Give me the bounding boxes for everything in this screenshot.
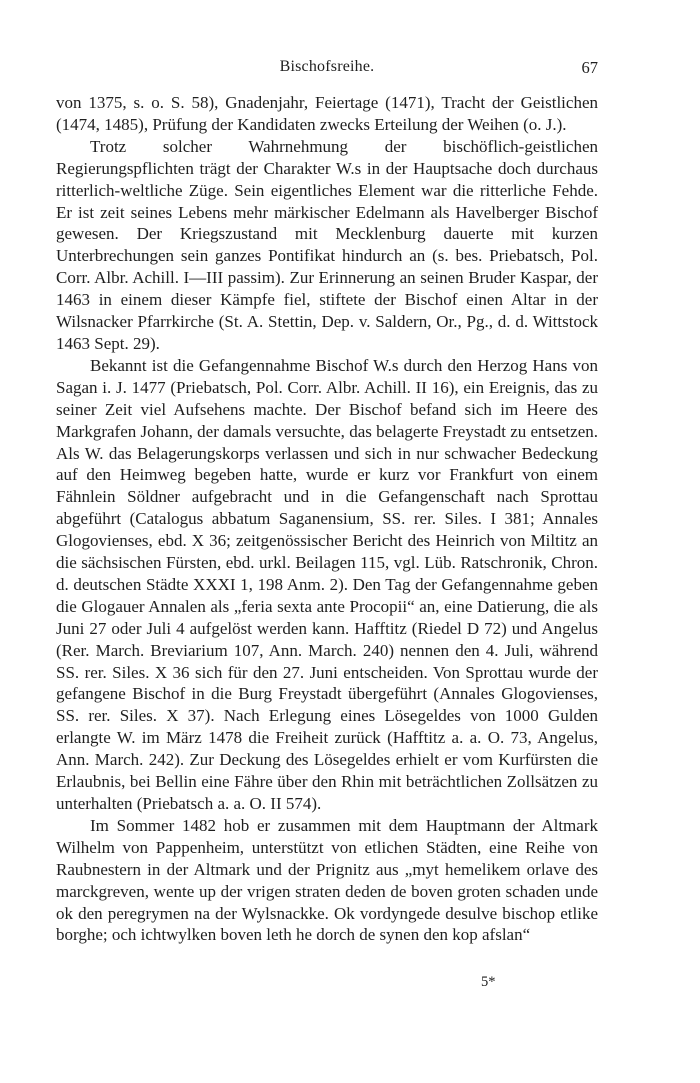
paragraph-captivity: Bekannt ist die Gefangennahme Bischof W.s durch den Herzog Hans von Sagan i. J. 1477 (Priebatsch, Pol. Corr. Albr. Achill. II 16), ein Ereignis, das zu seiner Zeit viel Aufsehens machte. Der Bischof befand sich im Heere des Markgrafen Johann, der damals versuchte, das belagerte Freystadt zu entsetzen. Als W. das Belagerungskorps verlassen und sich in nur schwacher Bedeckung auf den Heimweg begeben hatte, wurde er kurz vor Frankfurt von einem Fähnlein Söldner aufgebracht und in die Gefangenschaft nach Sprottau abgeführt (Catalogus abbatum Saganensium, SS. rer. Siles. I 381; Annales Glogovienses, ebd. X 36; zeitgenössischer Bericht des Heinrich von Miltitz an die sächsischen Fürsten, ebd. urkl. Beilagen 115, vgl. Lüb. Ratschronik, Chron. d. deutschen Städte XXXI 1, 198 Anm. 2). Den Tag der Gefangennahme geben die Glogauer Annalen als „feria sexta ante Procopii“ an, eine Datierung, die als Juni 27 oder Juli 4 aufgelöst werden kann. Hafftitz (Riedel D 72) und Angelus (Rer. March. Breviarium 107, Ann. March. 240) nennen den 4. Juli, während SS. rer. Siles. X 36 sich für den 27. Juni entscheiden. Von Sprottau wurde der gefangene Bischof in die Burg Freystadt übergeführt (Annales Glogovienses, SS. rer. Siles. X 37). Nach Erlegung eines Lösegeldes von 1000 Gulden erlangte W. im März 1478 die Freiheit zurück (Hafftitz a. a. O. 73, Angelus, Ann. March. 242). Zur Deckung des Lösegeldes erhielt er vom Kurfürsten die Erlaubnis, bei Bellin eine Fähre über den Rhin mit beträchtlichen Zollsätzen zu unterhalten (Priebatsch a. a. O. II 574). <box>56 355 598 813</box>
signature-mark: 5* <box>481 974 496 990</box>
body-text <box>56 92 598 946</box>
running-title: Bischofsreihe. <box>279 58 375 75</box>
paragraph-character: Trotz solcher Wahrnehmung der bischöflich-geistlichen Regierungspflichten trägt der Charakter W.s in der Hauptsache doch durchaus ritterlich-weltliche Züge. Sein eigentliches Element war die ritterliche Fehde. Er ist zeit seines Lebens mehr märkischer Edelmann als Havelberger Bischof gewesen. Der Kriegszustand mit Mecklenburg dauerte mit kurzen Unterbrechungen sein ganzes Pontifikat hindurch an (s. bes. Priebatsch, Pol. Corr. Albr. Achill. I—III passim). Zur Erinnerung an seinen Bruder Kaspar, der 1463 in einem dieser Kämpfe fiel, stiftete der Bischof einen Altar in der Wilsnacker Pfarrkirche (St. A. Stettin, Dep. v. Saldern, Or., Pg., d. d. Wittstock 1463 Sept. 29). <box>56 136 598 353</box>
running-header <box>56 58 598 82</box>
paragraph-continued: von 1375, s. o. S. 58), Gnadenjahr, Feiertage (1471), Tracht der Geistlichen (1474, 1485), Prüfung der Kandidaten zwecks Erteilung der Weihen (o. J.). <box>56 93 598 134</box>
page-number: 67 <box>581 58 598 77</box>
paragraph-raids: Im Sommer 1482 hob er zusammen mit dem Hauptmann der Altmark Wilhelm von Pappenheim, unterstützt von etlichen Städten, eine Reihe von Raubnestern in der Altmark und der Prignitz aus „myt hemelikem orlave des marckgreven, wente up der vrigen straten deden de boven groten schaden unde ok den peregrymen na der Wylsnackke. Ok vordyngede desulve bischop etlike borghe; och ichtwylken boven leth he dorch de synen den kop afslan“ <box>56 815 598 945</box>
